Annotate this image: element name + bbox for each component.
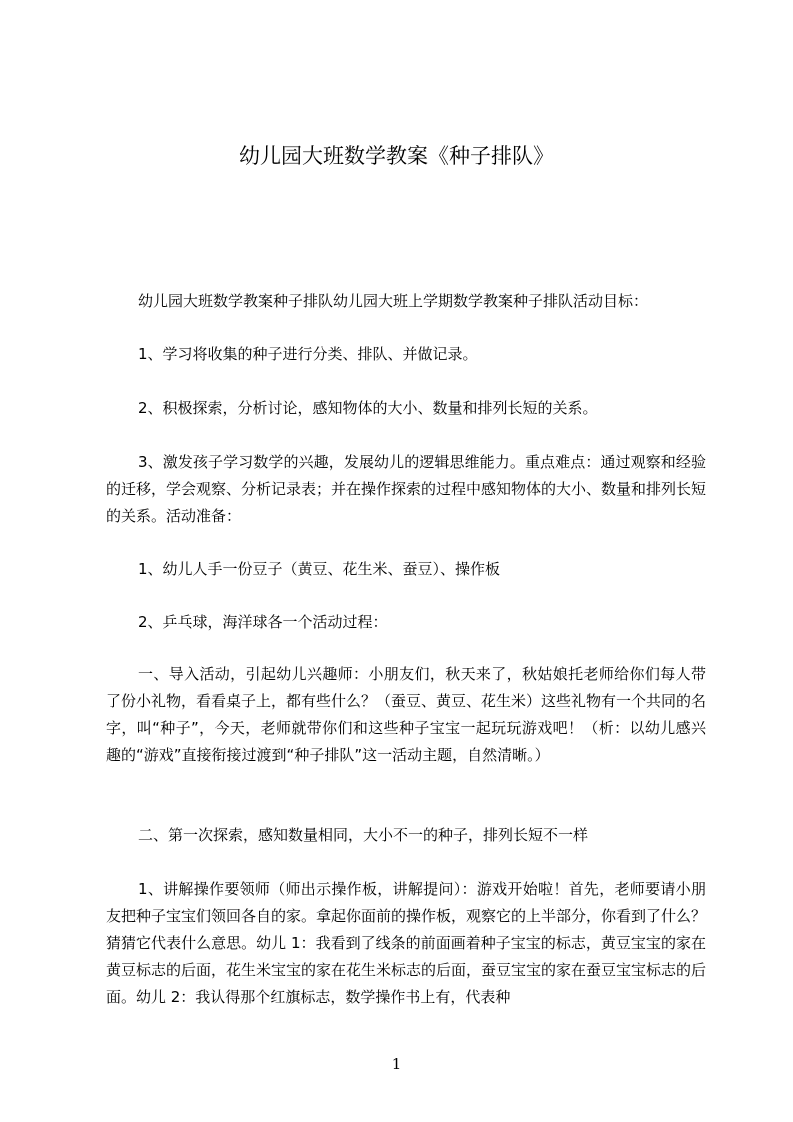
paragraph-prep-1: 1、幼儿人手一份豆子（黄豆、花生米、蚕豆）、操作板	[138, 560, 501, 578]
paragraph-goal-1: 1、学习将收集的种子进行分类、排队、并做记录。	[138, 345, 478, 363]
paragraph-goal-2: 2、积极探索，分析讨论，感知物体的大小、数量和排列长短的关系。	[138, 399, 598, 417]
document-title: 幼儿园大班数学教案《种子排队》	[239, 144, 554, 168]
page-number: 1	[391, 1055, 402, 1073]
paragraph-section-2: 二、第一次探索，感知数量相同，大小不一的种子，排列长短不一样	[138, 826, 589, 844]
paragraph-prep-2: 2、乒乓球，海洋球各一个活动过程：	[138, 613, 388, 631]
paragraph-intro: 幼儿园大班数学教案种子排队幼儿园大班上学期数学教案种子排队活动目标：	[138, 292, 649, 310]
paragraph-explain: 1、讲解操作要领师（师出示操作板，讲解提问）：游戏开始啦！首先，老师要请小朋友把种子宝宝们领回各自的家。拿起你面前的操作板，观察它的上半部分，你看到了什么？猜猜它代表什么意思。幼儿 1：我看到了线条的前面画着种子宝宝的标志，黄豆宝宝的家在黄豆标志的后面，花生米宝宝的家在花生米标志的后面，蚕豆宝宝的家在蚕豆宝宝标志的后面。幼儿 2：我认得那个红旗标志，数学操作书上有，代表种	[106, 880, 707, 1006]
paragraph-section-1: 一、导入活动，引起幼儿兴趣师：小朋友们，秋天来了，秋姑娘托老师给你们每人带了份小礼物，看看桌子上，都有些什么？（蚕豆、黄豆、花生米）这些礼物有一个共同的名字，叫“种子”，今天，老师就带你们和这些种子宝宝一起玩玩游戏吧！（析：以幼儿感兴趣的“游戏”直接衔接过渡到“种子排队”这一活动主题，自然清晰。）	[106, 665, 707, 764]
paragraph-goal-3: 3、激发孩子学习数学的兴趣，发展幼儿的逻辑思维能力。重点难点：通过观察和经验的迁移，学会观察、分析记录表；并在操作探索的过程中感知物体的大小、数量和排列长短的关系。活动准备：	[106, 453, 707, 525]
